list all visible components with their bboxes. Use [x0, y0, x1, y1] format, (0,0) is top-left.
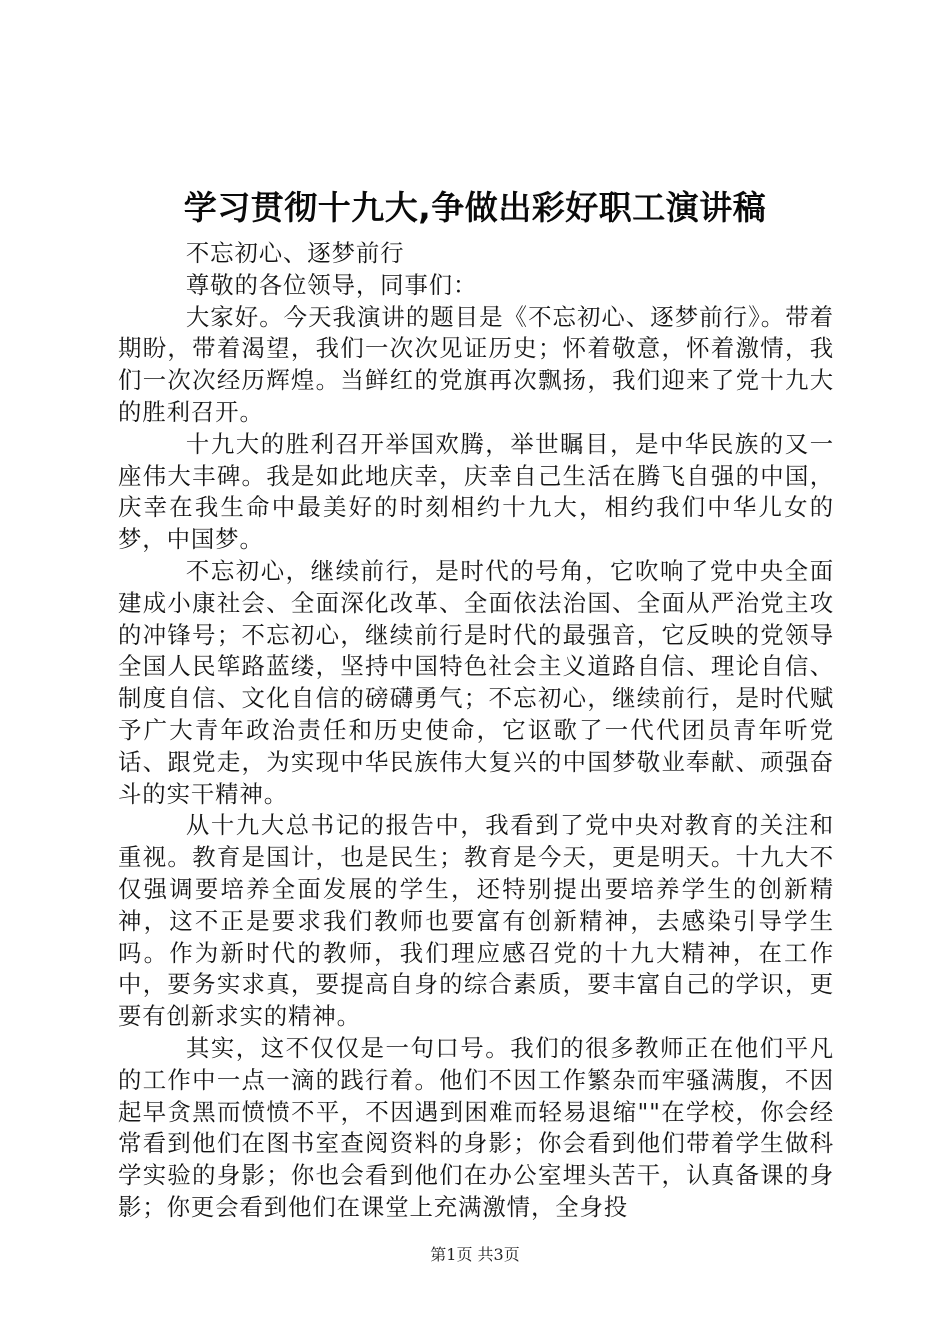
body-paragraph: 十九大的胜利召开举国欢腾，举世瞩目，是中华民族的又一座伟大丰碑。我是如此地庆幸，庆幸自己生活在腾飞自强的中国，庆幸在我生命中最美好的时刻相约十九大，相约我们中华儿女的梦，中国梦。: [118, 429, 834, 554]
body-paragraph: 其实，这不仅仅是一句口号。我们的很多教师正在他们平凡的工作中一点一滴的践行着。他们不因工作繁杂而牢骚满腹，不因起早贪黑而愤愤不平，不因遇到困难而轻易退缩""在学校，你会经常看到他们在图书室查阅资料的身影；你会看到他们带着学生做科学实验的身影；你也会看到他们在办公室埋头苦干，认真备课的身影；你更会看到他们在课堂上充满激情，全身投: [118, 1033, 834, 1221]
subtitle-paragraph: 不忘初心、逐梦前行: [185, 239, 405, 267]
body-paragraph: 大家好。今天我演讲的题目是《不忘初心、逐梦前行》。带着期盼，带着渴望，我们一次次见证历史；怀着敬意，怀着激情，我们一次次经历辉煌。当鲜红的党旗再次飘扬，我们迎来了党十九大的胜利召开。: [118, 302, 834, 426]
page-number-footer: 第1页 共3页: [430, 1245, 520, 1264]
body-paragraph: 不忘初心，继续前行，是时代的号角，它吹响了党中央全面建成小康社会、全面深化改革、全面依法治国、全面从严治党主攻的冲锋号；不忘初心，继续前行是时代的最强音，它反映的党领导全国人民筚路蓝缕，坚持中国特色社会主义道路自信、理论自信、制度自信、文化自信的磅礴勇气；不忘初心，继续前行，是时代赋予广大青年政治责任和历史使命，它讴歌了一代代团员青年听党话、跟党走，为实现中华民族伟大复兴的中国梦敬业奉献、顽强奋斗的实干精神。: [118, 556, 834, 808]
body-paragraph: 从十九大总书记的报告中，我看到了党中央对教育的关注和重视。教育是国计，也是民生；教育是今天，更是明天。十九大不仅强调要培养全面发展的学生，还特别提出要培养学生的创新精神，这不正是要求我们教师也要富有创新精神，去感染引导学生吗。作为新时代的教师，我们理应感召党的十九大精神，在工作中，要务实求真，要提高自身的综合素质，要丰富自己的学识，更要有创新求实的精神。: [118, 811, 834, 1031]
document-title: 学习贯彻十九大,争做出彩好职工演讲稿: [183, 188, 767, 227]
salutation-paragraph: 尊敬的各位领导，同事们：: [185, 270, 478, 299]
document-body: [118, 238, 834, 1224]
